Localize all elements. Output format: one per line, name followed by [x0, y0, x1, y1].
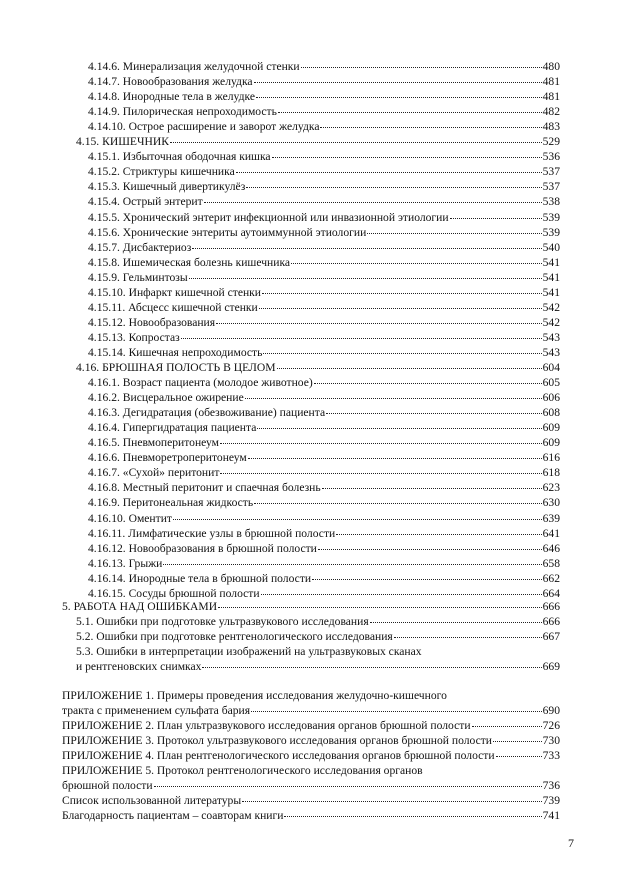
toc-page-number: 540	[542, 240, 560, 254]
dot-leader	[216, 313, 542, 324]
dot-leader	[322, 478, 542, 489]
dot-leader	[320, 117, 541, 128]
dot-leader	[394, 627, 542, 638]
toc-page-number: 639	[542, 511, 560, 525]
toc-entry[interactable]	[88, 586, 560, 601]
dot-leader	[472, 716, 542, 727]
toc-page-number: 542	[542, 300, 560, 314]
toc-page-number: 539	[542, 210, 560, 224]
toc-entry-title: 4.14.6. Минерализация желудочной стенки	[88, 60, 300, 73]
toc-entry-title: 4.16.12. Новообразования в брюшной полости	[88, 541, 317, 555]
toc-entry-title: 4.16.10. Оментит	[88, 511, 172, 525]
toc-entry-title: Список использованной литературы	[62, 794, 242, 807]
page-number: 7	[568, 836, 574, 850]
toc-entry-title: 4.15.3. Кишечный дивертикулёз	[88, 180, 246, 194]
toc-entry-title: 4.16.2. Висцеральное ожирение	[88, 391, 244, 405]
toc-page-number: 646	[542, 541, 560, 555]
toc-entry-title: 4.15.13. Копростаз	[88, 330, 180, 344]
toc-page-number: 539	[542, 225, 560, 239]
dot-leader	[236, 162, 542, 173]
toc-entry-title: 4.15.10. Инфаркт кишечной стенки	[88, 285, 262, 299]
toc-page-number: 630	[542, 496, 560, 510]
dot-leader	[450, 208, 542, 219]
dot-leader	[284, 806, 541, 817]
toc-page-number: 538	[542, 195, 560, 209]
toc-entry-title: 4.16.14. Инородные тела в брюшной полости	[88, 571, 312, 585]
toc-entry-errors-5-3-line1[interactable]: 5.3. Ошибки в интерпретации изображений на ультразвуковых сканах	[76, 645, 422, 658]
toc-page-number: 726	[542, 719, 560, 732]
toc-entry-title: 4.15.2. Стриктуры кишечника	[88, 165, 235, 179]
toc-page-number: 541	[542, 255, 560, 269]
toc-entry-title: 4.15.11. Абсцесс кишечной стенки	[88, 300, 258, 314]
toc-page-number: 529	[542, 135, 560, 149]
toc-page-number: 605	[542, 376, 560, 390]
toc-entry-title: ПРИЛОЖЕНИЕ 3. Протокол ультразвукового исследования органов брюшной полости	[62, 734, 493, 747]
dot-leader	[277, 358, 542, 369]
toc-page-number: 736	[542, 779, 560, 792]
dot-leader	[254, 493, 541, 504]
dot-leader	[254, 72, 542, 83]
toc-page-number: 609	[542, 421, 560, 435]
dot-leader	[278, 102, 542, 113]
toc-page-number: 609	[542, 436, 560, 450]
toc-entry-title: 4.15.5. Хронический энтерит инфекционной или инвазионной этиологии	[88, 210, 449, 224]
dot-leader	[301, 57, 542, 68]
dot-leader	[181, 328, 542, 339]
toc-page-number: 480	[542, 60, 560, 73]
toc-entry-appendix-1-line1[interactable]: ПРИЛОЖЕНИЕ 1. Примеры проведения исследования желудочно-кишечного	[62, 689, 447, 702]
dot-leader	[245, 388, 542, 399]
toc-page-number: 664	[542, 586, 560, 600]
toc-page-number: 536	[542, 150, 560, 164]
toc-page-number: 481	[542, 90, 560, 104]
toc-entry-title: 4.15.7. Дисбактериоз	[88, 240, 192, 254]
dot-leader	[272, 147, 542, 158]
dot-leader	[163, 554, 541, 565]
toc-entry-title: 4.16.11. Лимфатические узлы в брюшной полости	[88, 526, 336, 540]
toc-entry-title: 4.15.14. Кишечная непроходимость	[88, 345, 263, 359]
toc-page-number: 541	[542, 285, 560, 299]
toc-page-number: 730	[542, 734, 560, 747]
dot-leader	[189, 268, 542, 279]
dot-leader	[248, 448, 542, 459]
dot-leader	[220, 433, 542, 444]
toc-page-number: 739	[542, 794, 560, 807]
toc-page-number: 608	[542, 406, 560, 420]
toc-page-number: 543	[542, 330, 560, 344]
toc-page-number: 542	[542, 315, 560, 329]
toc-entry-title: 4.16.3. Дегидратация (обезвоживание) пациента	[88, 406, 326, 420]
dot-leader	[312, 569, 542, 580]
toc-entry-acknowledgements[interactable]	[62, 808, 560, 823]
dot-leader	[370, 612, 542, 623]
dot-leader	[367, 223, 541, 234]
toc-entry-title: 4.15.12. Новообразования	[88, 315, 216, 329]
toc-entry-title: 4.15.9. Гельминтозы	[88, 270, 188, 284]
toc-entry-title: 4.14.10. Острое расширение и заворот желудка	[88, 120, 320, 134]
toc-entry-title: 5.2. Ошибки при подготовке рентгенологического исследования	[76, 630, 393, 643]
toc-entry-title: 5.1. Ошибки при подготовке ультразвукового исследования	[76, 615, 369, 628]
toc-entry-title: брюшной полости	[62, 779, 153, 792]
toc-page-number: 537	[542, 180, 560, 194]
dot-leader	[261, 584, 542, 595]
toc-entry-appendix-5-line1[interactable]: ПРИЛОЖЕНИЕ 5. Протокол рентгенологического исследования органов	[62, 764, 423, 777]
toc-page-number: 543	[542, 345, 560, 359]
toc-entry-appendix-2[interactable]	[62, 718, 560, 733]
toc-entry-title: 4.16.9. Перитонеальная жидкость	[88, 496, 254, 510]
toc-entry-title: 4.14.9. Пилорическая непроходимость	[88, 105, 277, 119]
toc-entry-title: 4.15.1. Избыточная ободочная кишка	[88, 150, 271, 164]
toc-entry-title: 4.14.8. Инородные тела в желудке	[88, 90, 256, 104]
toc-entry-appendix-4[interactable]	[62, 748, 560, 763]
toc-entry-title: тракта с применением сульфата бария	[62, 704, 251, 717]
toc-entry-title: 4.15.4. Острый энтерит	[88, 195, 203, 209]
toc-entry-appendix-3[interactable]	[62, 733, 560, 748]
toc-entry-errors-5-3[interactable]	[76, 659, 560, 674]
toc-entry-title: 4.16.7. «Сухой» перитонит	[88, 466, 220, 480]
toc-page-number: 606	[542, 391, 560, 405]
toc-entry-title: 4.15.6. Хронические энтериты аутоиммунной этиологии	[88, 225, 367, 239]
toc-entry-title: 4.16.13. Грыжи	[88, 556, 163, 570]
toc-entry-title: ПРИЛОЖЕНИЕ 4. План рентгенологического исследования органов брюшной полости	[62, 749, 495, 762]
toc-page-number: 641	[542, 526, 560, 540]
dot-leader	[242, 791, 541, 802]
dot-leader	[291, 253, 542, 264]
dot-leader	[493, 731, 542, 742]
toc-entry-errors-5-2[interactable]	[76, 629, 560, 644]
toc-page-number: 623	[542, 481, 560, 495]
toc-entry-title: 4.15. КИШЕЧНИК	[76, 135, 169, 149]
toc-entry-title: 5. РАБОТА НАД ОШИБКАМИ	[62, 600, 218, 613]
toc-entry-title: 4.16.4. Гипергидратация пациента	[88, 421, 257, 435]
toc-entry-title: 4.16.15. Сосуды брюшной полости	[88, 586, 260, 600]
toc-entry-title: и рентгеновских снимках	[76, 660, 202, 673]
toc-page-number: 618	[542, 466, 560, 480]
toc-page-number: 482	[542, 105, 560, 119]
toc-page-number: 741	[542, 809, 560, 822]
toc-entry-title: 4.16.1. Возраст пациента (молодое животное)	[88, 376, 313, 390]
dot-leader	[262, 283, 542, 294]
toc-page-number: 666	[542, 600, 560, 613]
toc-entry-title: 4.16.8. Местный перитонит и спаечная болезнь	[88, 481, 321, 495]
dot-leader	[192, 238, 541, 249]
dot-leader	[496, 746, 542, 757]
toc-entry-title: 4.16.5. Пневмоперитонеум	[88, 436, 220, 450]
dot-leader	[251, 701, 542, 712]
toc-page-number: 537	[542, 165, 560, 179]
toc-page-number: 669	[542, 660, 560, 673]
toc-page-number: 666	[542, 615, 560, 628]
dot-leader	[257, 418, 541, 429]
dot-leader	[170, 132, 542, 143]
toc-entry-title: 4.16. БРЮШНАЯ ПОЛОСТЬ В ЦЕЛОМ	[76, 361, 276, 374]
toc-page-number: 616	[542, 451, 560, 465]
toc-page-number: 658	[542, 556, 560, 570]
dot-leader	[154, 776, 542, 787]
dot-leader	[173, 509, 542, 520]
dot-leader	[220, 463, 541, 474]
toc-entry-title: 4.15.8. Ишемическая болезнь кишечника	[88, 255, 291, 269]
toc-page-number: 481	[542, 75, 560, 89]
dot-leader	[202, 657, 541, 668]
dot-leader	[204, 192, 542, 203]
toc-page-number: 667	[542, 630, 560, 643]
dot-leader	[326, 403, 542, 414]
toc-entry-title: Благодарность пациентам – соавторам книги	[62, 809, 284, 822]
toc-page-number: 604	[542, 361, 560, 374]
toc-page-number: 541	[542, 270, 560, 284]
toc-entry-title: 4.14.7. Новообразования желудка	[88, 75, 253, 89]
toc-page-number: 662	[542, 571, 560, 585]
toc-entry-title: 4.16.6. Пневморетроперитонеум	[88, 451, 247, 465]
toc-page-number: 733	[542, 749, 560, 762]
dot-leader	[259, 298, 542, 309]
dot-leader	[336, 524, 541, 535]
dot-leader	[263, 343, 541, 354]
dot-leader	[314, 373, 542, 384]
dot-leader	[246, 177, 541, 188]
toc-page-number: 483	[542, 120, 560, 134]
toc-entry-title: ПРИЛОЖЕНИЕ 2. План ультразвукового исследования органов брюшной полости	[62, 719, 471, 732]
dot-leader	[318, 539, 542, 550]
dot-leader	[256, 87, 542, 98]
toc-page-number: 690	[542, 704, 560, 717]
